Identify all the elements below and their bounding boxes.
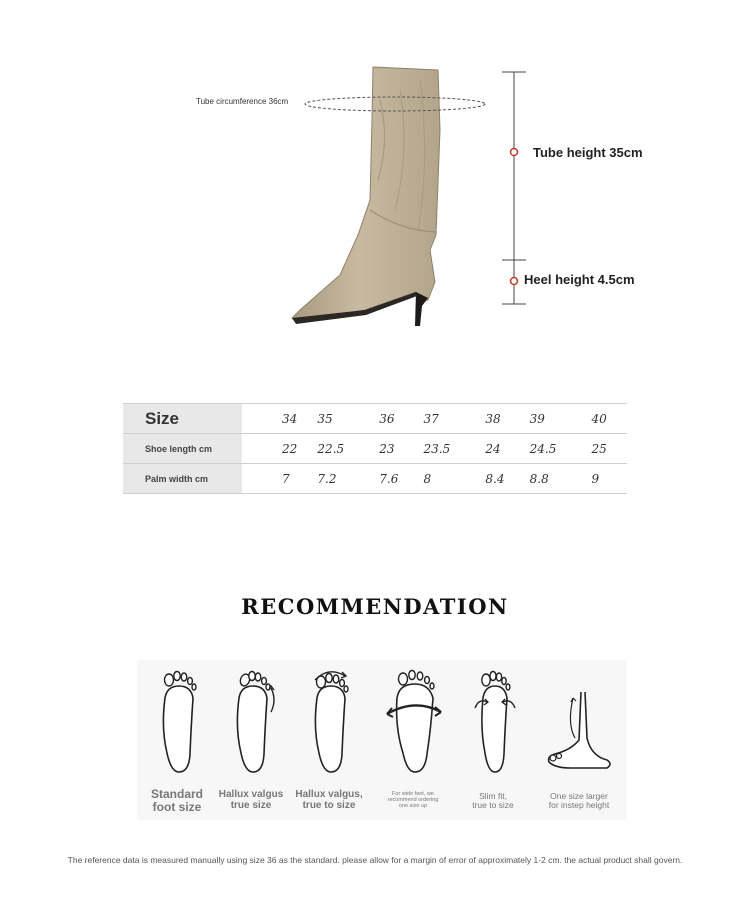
slim-foot-icon — [463, 668, 523, 778]
wide-foot-icon — [383, 668, 443, 778]
hallux-valgus-foot-icon — [221, 668, 281, 778]
tube-circumference-marker — [300, 92, 490, 116]
shoe-length-cell: 23 — [379, 434, 423, 464]
table-row — [123, 404, 627, 434]
slim-foot-item — [453, 660, 533, 820]
size-table — [123, 403, 627, 494]
hallux-valgus-item — [211, 660, 291, 820]
foot-caption: One size larger for instep height — [548, 791, 610, 810]
shoe-length-cell: 22 — [282, 434, 317, 464]
foot-caption: For wide feet, we recommend ordering one size up — [387, 791, 439, 809]
palm-width-cell: 7 — [282, 464, 317, 494]
foot-caption: Slim fit, true to size — [472, 791, 514, 810]
tube-circumference-label: Tube circumference 36cm — [196, 97, 289, 106]
table-row — [123, 434, 627, 464]
foot-caption: Hallux valgus, true to size — [295, 789, 363, 811]
hallux-valgus-item — [289, 660, 369, 820]
standard-foot-icon — [147, 668, 207, 778]
size-cell: 40 — [592, 404, 627, 434]
shoe-length-cell: 22.5 — [317, 434, 379, 464]
size-cell: 38 — [485, 404, 529, 434]
recommendation-panel — [137, 660, 627, 820]
tube-height-label: Tube height 35cm — [533, 145, 643, 160]
palm-width-cell: 8.4 — [485, 464, 529, 494]
shoe-length-cell: 25 — [592, 434, 627, 464]
footer-note: The reference data is measured manually using size 36 as the standard. please allow for a margin of error of approximately 1-2 cm. the actual product shall govern. — [67, 855, 683, 865]
size-cell: 35 — [317, 404, 379, 434]
size-cell: 34 — [282, 404, 317, 434]
wide-foot-item — [373, 660, 453, 820]
size-cell: 37 — [424, 404, 486, 434]
high-instep-foot-icon — [541, 668, 617, 778]
palm-width-cell: 8 — [424, 464, 486, 494]
palm-width-cell: 8.8 — [530, 464, 592, 494]
hallux-valgus-foot-icon — [299, 668, 359, 778]
heel-height-label: Heel height 4.5cm — [524, 272, 635, 287]
product-diagram — [0, 0, 750, 340]
palm-width-cell: 7.2 — [317, 464, 379, 494]
foot-caption: Standard foot size — [150, 787, 203, 814]
row-header-palm-width: Palm width cm — [123, 464, 242, 494]
size-cell: 36 — [379, 404, 423, 434]
table-row — [123, 464, 627, 494]
shoe-length-cell: 24.5 — [530, 434, 592, 464]
size-cell: 39 — [530, 404, 592, 434]
high-instep-foot-item — [539, 660, 619, 820]
shoe-length-cell: 23.5 — [424, 434, 486, 464]
recommendation-title: RECOMMENDATION — [241, 594, 509, 619]
row-header-shoe-length: Shoe length cm — [123, 434, 242, 464]
palm-width-cell: 7.6 — [379, 464, 423, 494]
foot-caption: Hallux valgus true size — [218, 789, 284, 811]
shoe-length-cell: 24 — [485, 434, 529, 464]
row-header-size: Size — [123, 404, 242, 434]
palm-width-cell: 9 — [592, 464, 627, 494]
